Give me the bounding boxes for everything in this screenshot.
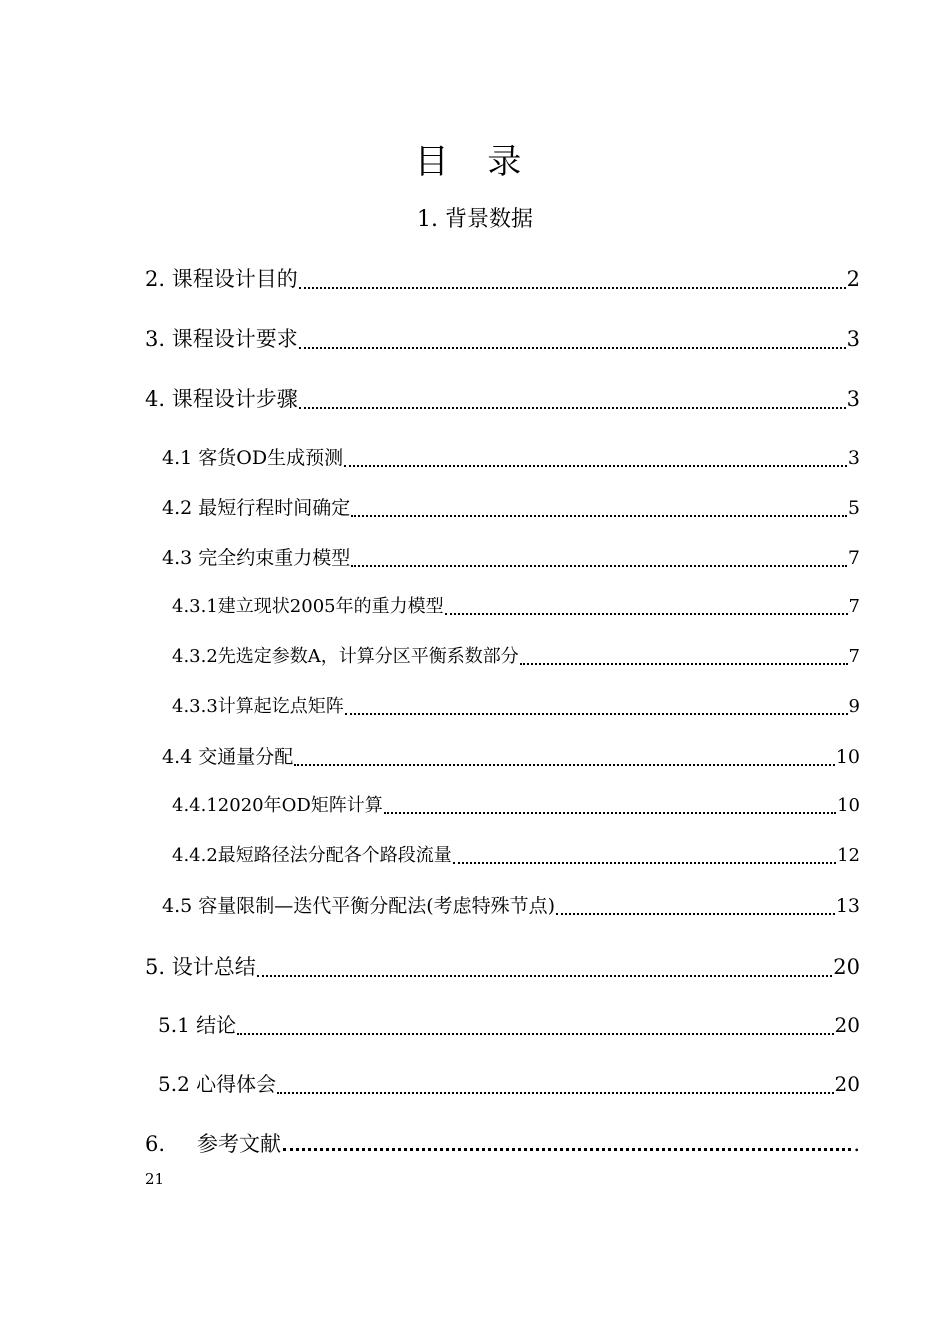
toc-entry-label: 4.3.3计算起讫点矩阵 (172, 696, 344, 717)
toc-entry-page: 7 (848, 596, 860, 617)
toc-entry[interactable] (145, 324, 860, 354)
toc-entry-page: 20 (834, 1072, 860, 1096)
toc-entry[interactable] (158, 1069, 860, 1099)
toc-entry-label: 5. 设计总结 (145, 955, 256, 979)
toc-entry[interactable] (162, 892, 860, 920)
toc-entry-page: 3 (846, 327, 860, 351)
toc-entry[interactable] (162, 743, 860, 771)
toc-entry-label: 3. 课程设计要求 (145, 327, 298, 351)
toc-entry[interactable] (158, 1010, 860, 1040)
toc-entry-page: 7 (847, 547, 860, 569)
toc-entry[interactable] (172, 644, 860, 670)
toc-entry-page: 10 (837, 795, 860, 816)
dot-leader (556, 913, 835, 915)
toc-entry-page: 2 (846, 267, 860, 291)
toc-entry[interactable] (172, 594, 860, 620)
toc-entry-label: 4. 课程设计步骤 (145, 387, 298, 411)
toc-entry-page: 20 (833, 955, 860, 979)
dot-leader (384, 812, 836, 814)
toc-entry[interactable] (162, 544, 860, 572)
toc-entry-label: 4.4.12020年OD矩阵计算 (172, 795, 383, 816)
dot-leader (520, 663, 848, 665)
toc-entry-page: 13 (835, 895, 860, 917)
toc-entry[interactable] (145, 952, 860, 982)
toc-entry-label: 5.1 结论 (158, 1013, 237, 1037)
toc-entry-references[interactable] (145, 1128, 860, 1160)
toc-entry[interactable] (145, 264, 860, 294)
toc-entry-label: 参考文献 (197, 1132, 281, 1156)
toc-subtitle: 1. 背景数据 (417, 207, 533, 232)
toc-entry[interactable] (162, 494, 860, 522)
toc-entry[interactable] (172, 843, 860, 869)
toc-entry-page: 7 (848, 646, 860, 667)
dot-leader (237, 1033, 833, 1035)
toc-entry[interactable] (162, 444, 860, 472)
dot-leader (445, 613, 848, 615)
dot-leader (294, 764, 835, 766)
toc-entry-label: 4.4.2最短路径法分配各个路段流量 (172, 845, 452, 866)
toc-title: 目 录 (414, 142, 536, 182)
trailing-dot: . (853, 1132, 860, 1156)
dot-leader (453, 862, 836, 864)
dot-leader (277, 1092, 833, 1094)
toc-entry-label: 4.3.1建立现状2005年的重力模型 (172, 596, 444, 617)
toc-entry-page: 20 (834, 1013, 860, 1037)
toc-entry-label: 4.4 交通量分配 (162, 746, 294, 768)
toc-entry-label: 5.2 心得体会 (158, 1072, 277, 1096)
toc-entry-label: 4.3.2先选定参数A，计算分区平衡系数部分 (172, 646, 519, 667)
toc-entry[interactable] (172, 793, 860, 819)
toc-entry-label: 4.3 完全约束重力模型 (162, 547, 351, 569)
toc-entry-page: 3 (846, 387, 860, 411)
toc-entry-number: 6. (145, 1132, 166, 1156)
toc-entry-page: 21 (145, 1170, 165, 1188)
toc-entry-label: 2. 课程设计目的 (145, 267, 298, 291)
dot-leader (283, 1148, 851, 1151)
toc-entry-page: 12 (837, 845, 860, 866)
toc-entry-label: 4.5 容量限制—迭代平衡分配法(考虑特殊节点) (162, 895, 556, 917)
toc-entry[interactable] (172, 694, 860, 720)
dot-leader (345, 713, 848, 715)
dot-leader (351, 515, 847, 517)
toc-entry-page: 9 (848, 696, 860, 717)
toc-entry-label: 4.1 客货OD生成预测 (162, 447, 344, 469)
dot-leader (344, 465, 847, 467)
dot-leader (299, 347, 846, 349)
dot-leader (257, 975, 833, 977)
dot-leader (299, 287, 846, 289)
toc-entry-page: 10 (835, 746, 860, 768)
toc-entry-label: 4.2 最短行程时间确定 (162, 497, 351, 519)
dot-leader (351, 565, 847, 567)
toc-entry-page: 5 (847, 497, 860, 519)
toc-entry-page: 3 (847, 447, 860, 469)
dot-leader (299, 407, 846, 409)
toc-entry[interactable] (145, 384, 860, 414)
